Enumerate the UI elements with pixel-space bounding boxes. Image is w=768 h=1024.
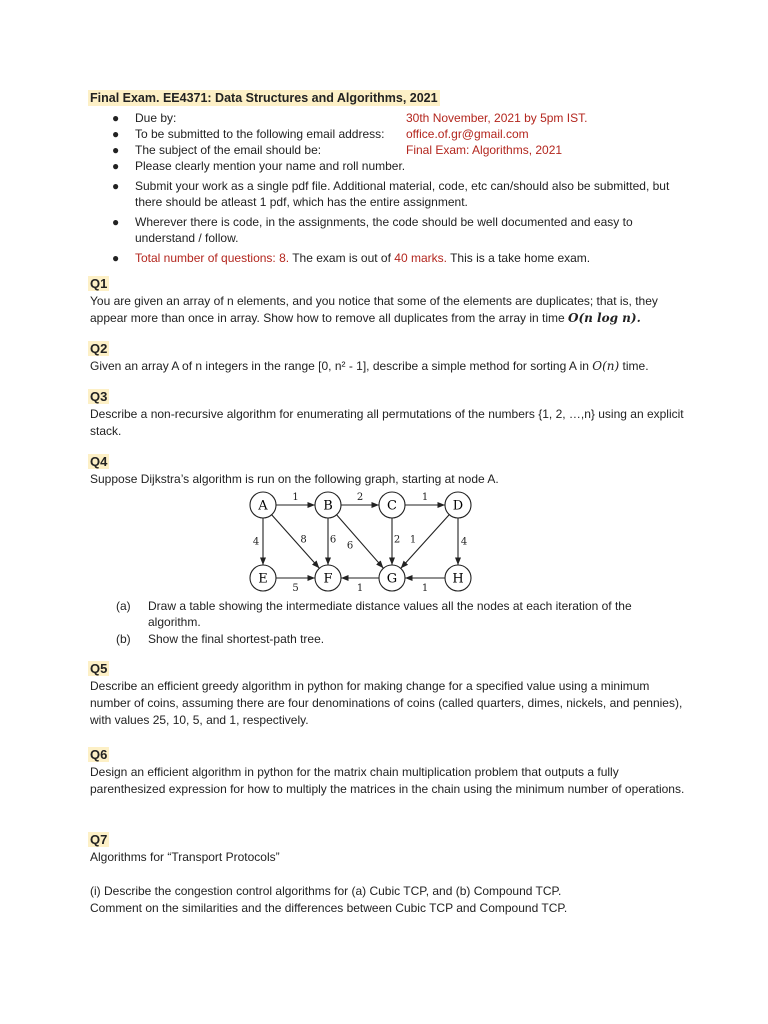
graph-node-label: B	[323, 498, 333, 514]
edge-weight-label: 5	[292, 583, 299, 594]
info-due	[108, 110, 688, 126]
note-item: ● Wherever there is code, in the assignments, the code should be well documented and easy to understand / follow.	[112, 215, 633, 245]
q3-text: Describe a non-recursive algorithm for enumerating all permutations of the numbers {1, 2, …,n} using an explicit stack.	[90, 407, 684, 438]
note-item: ● Please clearly mention your name and roll number.	[112, 159, 406, 173]
info-email	[108, 126, 688, 142]
info-list	[108, 110, 688, 266]
info-label: The subject of the email should be:	[135, 143, 322, 157]
q2-heading: Q2	[90, 341, 108, 356]
q6-heading: Q6	[90, 747, 108, 762]
edge-weight-label: 2	[356, 492, 364, 503]
edge-a-f	[272, 515, 320, 569]
graph-node-label: H	[452, 571, 464, 587]
q3-heading: Q3	[90, 389, 108, 404]
edge-b-g	[337, 515, 384, 568]
bullet-icon: ●	[112, 111, 120, 125]
edge-weight-label: 1	[421, 583, 429, 594]
edge-weight-label: 4	[460, 536, 468, 548]
edge-weight-label: 6	[329, 534, 337, 546]
edge-weight-label: 8	[300, 534, 307, 546]
q2-complexity: O(n)	[592, 359, 620, 373]
edge-weight-label: 2	[393, 534, 401, 546]
q1-complexity: O(n log n).	[568, 311, 641, 325]
edge-d-g	[401, 515, 450, 569]
q7-line1: (i) Describe the congestion control algorithms for (a) Cubic TCP, and (b) Compound TCP.	[90, 884, 562, 898]
summary-item: ● Total number of questions: 8. The exam is out of 40 marks. This is a take home exam.	[112, 251, 591, 265]
edge-weight-label: 1	[421, 492, 429, 503]
graph-node-label: F	[323, 571, 333, 587]
info-subject	[108, 142, 688, 158]
q1-heading: Q1	[90, 276, 108, 291]
info-label: To be submitted to the following email address:	[135, 127, 385, 141]
q7-line2: Comment on the similarities and the differences between Cubic TCP and Compound TCP.	[90, 901, 568, 915]
q4-part-a: (a) Draw a table showing the intermediate distance values all the nodes at each iteration of the algorithm.	[116, 599, 632, 629]
info-label: Due by:	[135, 111, 177, 125]
dijkstra-graph	[240, 485, 480, 595]
info-value: Final Exam: Algorithms, 2021	[406, 143, 563, 157]
graph-node-label: G	[386, 571, 398, 587]
bullet-icon: ●	[112, 251, 120, 265]
note-item: ● Submit your work as a single pdf file. Additional material, code, etc can/should also be submitted, but there should be atleast 1 pdf, which has the entire assignment.	[112, 179, 670, 209]
q1-text: You are given an array of n elements, and you notice that some of the elements are duplicates; that is, they appear more than once in array. Show how to remove all duplicates from the array in time O(n log n).	[90, 294, 658, 325]
q5-heading: Q5	[90, 661, 108, 676]
bullet-icon: ●	[112, 215, 120, 229]
info-value: 30th November, 2021 by 5pm IST.	[406, 111, 588, 125]
edge-weight-label: 6	[346, 540, 354, 552]
graph-node-label: C	[387, 498, 397, 514]
q4-text: Suppose Dijkstra’s algorithm is run on the following graph, starting at node A.	[90, 472, 499, 486]
q4-part-b: (b) Show the final shortest-path tree.	[116, 632, 325, 646]
q7-intro: Algorithms for “Transport Protocols”	[90, 850, 280, 864]
graph-node-label: A	[258, 498, 268, 514]
q2-text: Given an array A of n integers in the range [0, n² - 1], describe a simple method for sorting A in O(n) time.	[90, 359, 649, 373]
graph-node-label: E	[258, 571, 268, 587]
bullet-icon: ●	[112, 159, 120, 173]
q5-text: Describe an efficient greedy algorithm in python for making change for a specified value using a minimum number of coins, assuming there are four denominations of coins (called quarters, dimes, nickels, and pennies), with values 25, 10, 5, and 1, respectively.	[90, 679, 683, 727]
bullet-icon: ●	[112, 143, 120, 157]
edge-weight-label: 1	[356, 583, 364, 594]
bullet-icon: ●	[112, 179, 120, 193]
email-link[interactable]: office.of.gr@gmail.com	[406, 127, 529, 141]
q6-text: Design an efficient algorithm in python for the matrix chain multiplication problem that outputs a fully parenthesized expression for how to multiply the matrices in the chain using the minimum number of operations.	[90, 765, 685, 796]
exam-title: Final Exam. EE4371: Data Structures and Algorithms, 2021	[90, 91, 438, 105]
bullet-icon: ●	[112, 127, 120, 141]
q7-heading: Q7	[90, 832, 108, 847]
q4-heading: Q4	[90, 454, 108, 469]
edge-weight-label: 1	[409, 534, 417, 546]
edge-weight-label: 4	[252, 536, 260, 548]
edge-weight-label: 1	[292, 492, 299, 503]
graph-node-label: D	[452, 498, 464, 514]
